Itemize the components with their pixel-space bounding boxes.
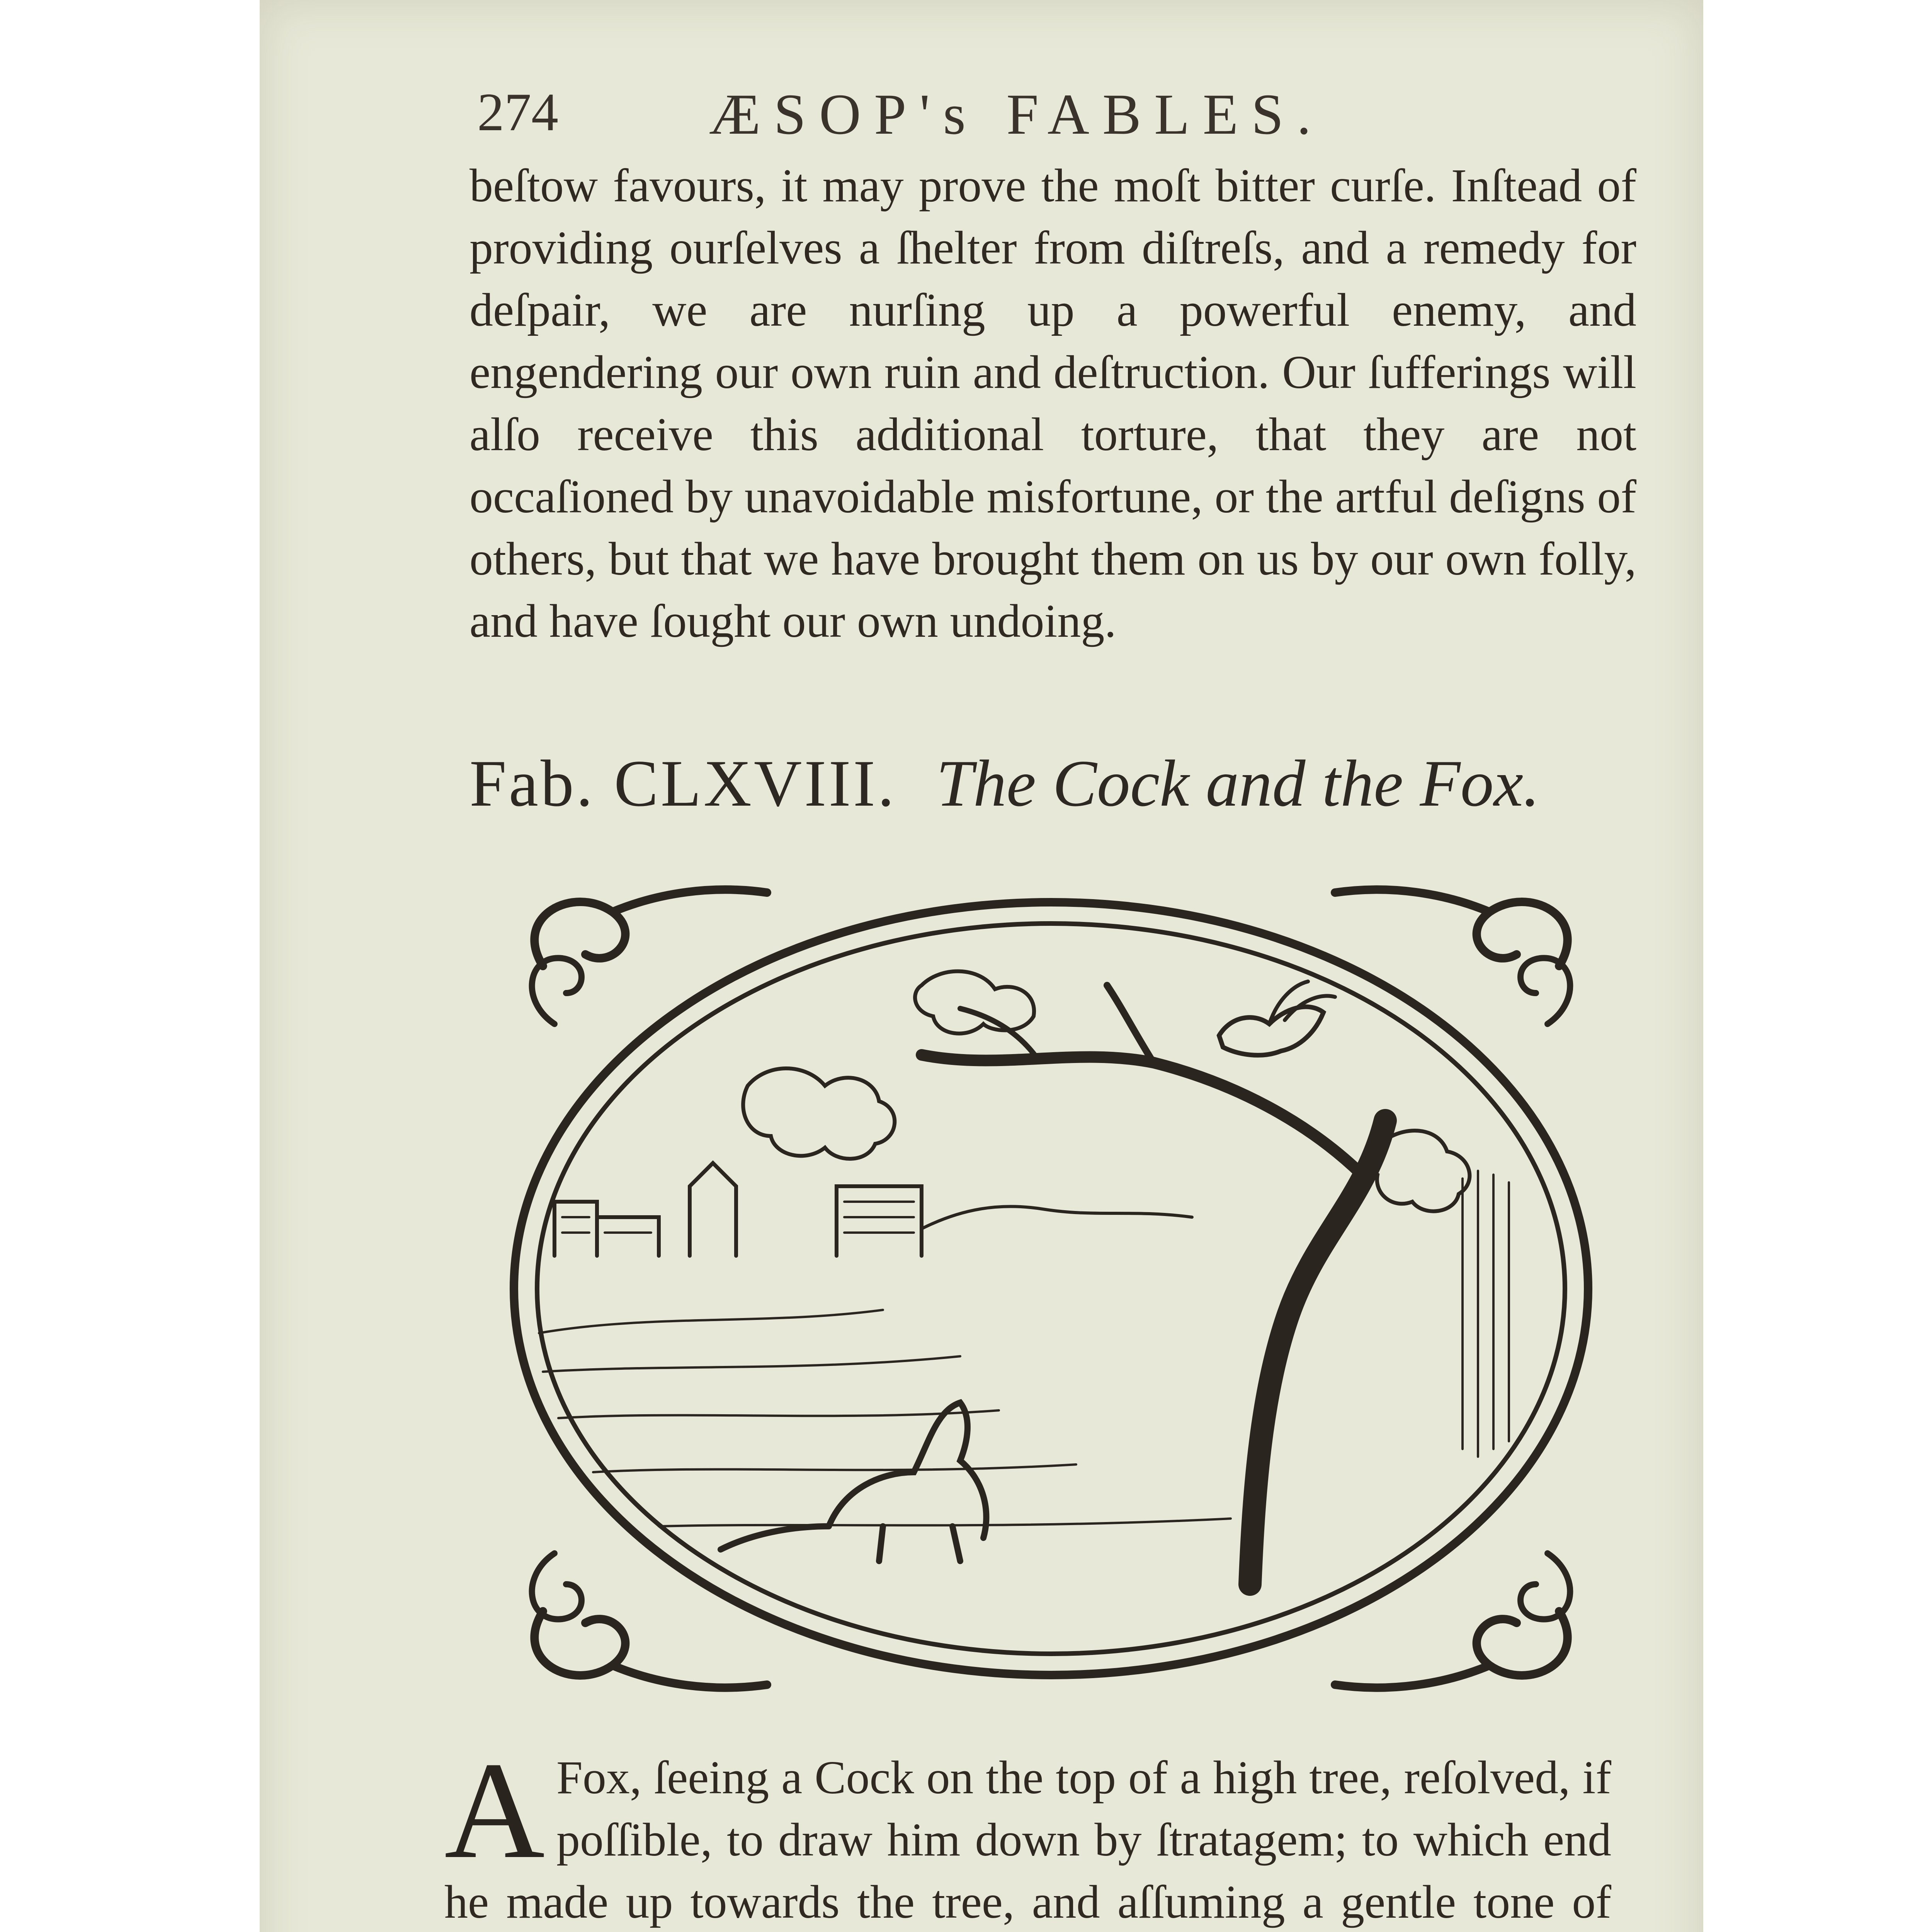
page-number: 274: [477, 82, 558, 142]
woodcut-illustration: [497, 869, 1605, 1708]
running-head: [477, 73, 1405, 151]
fable-text: [444, 1733, 1611, 1932]
fable-text-body: Fox, ſeeing a Cock on the top of a high tree, reſolved, if poſſible, to draw him down by ſtratagem; to which end he made up towards the tree, and aſſuming a gentle tone of: [444, 1752, 1611, 1928]
fable-number: Fab. CLXVIII.: [469, 747, 897, 820]
paragraph-continued: beſtow favours, it may prove the moſt bitter curſe. Inſtead of providing ourſelves a ſhelter from diſtreſs, and a remedy for deſpair, we are nurſing up a powerful enemy, and engendering our own ruin and deſtruction. Our ſufferings will alſo receive this additional torture, that they are not occaſioned by unavoidable misfortune, or the artful deſigns of others, but that we have brought them on us by our own folly, and have ſought our own undoing.: [469, 160, 1636, 647]
fable-title: The Cock and the Fox.: [936, 747, 1540, 820]
drop-cap: A: [444, 1733, 545, 1887]
running-title: ÆSOP's FABLES.: [709, 82, 1325, 146]
fable-heading: [469, 746, 1636, 823]
